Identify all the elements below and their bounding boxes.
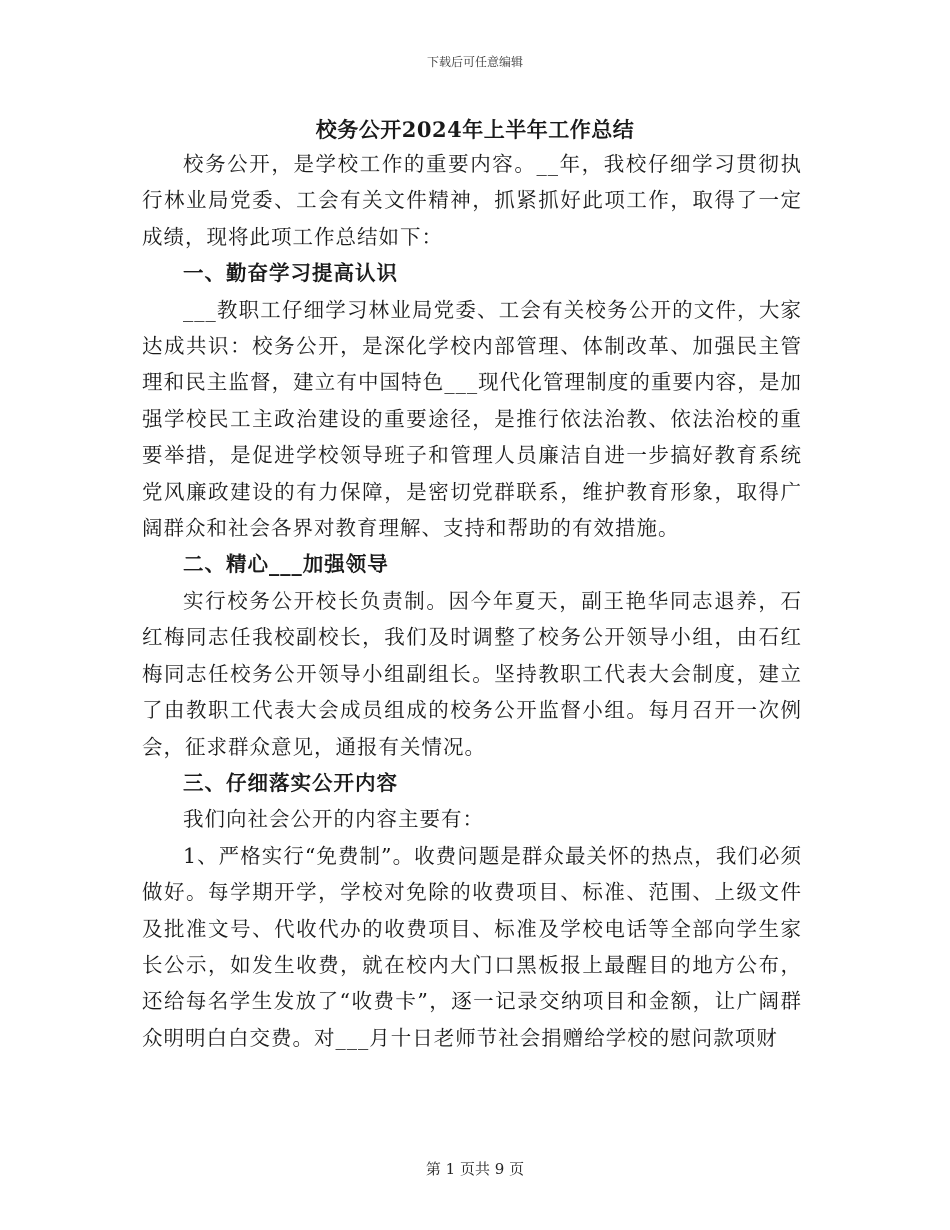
section3-heading: 三、仔细落实公开内容	[183, 770, 398, 795]
section3-intro: 我们向社会公开的内容主要有：	[183, 807, 484, 832]
section1-paragraph: ___教职工仔细学习林业局党委、工会有关校务公开的文件，大家达成共识：校务公开，是深化学校内部管理、体制改革、加强民主管理和民主监督，建立有中国特色___现代化管理制度的重要内容，是加强学校民工主政治建设的重要途径，是推行依法治教、依法治校的重要举措，是促进学校领导班子和管理人员廉洁自进一步搞好教育系统党风廉政建设的有力保障，是密切党群联系，维护教育形象，取得广阔群众和社会各界对教育理解、支持和帮助的有效措施。	[142, 297, 802, 541]
section2-heading: 二、精心___加强领导	[183, 552, 389, 577]
section3-item1: 1、严格实行“免费制”。收费问题是群众最关怀的热点，我们必须做好。每学期开学，学校对免除的收费项目、标准、范围、上级文件及批准文号、代收代办的收费项目、标准及学校电话等全部向学生家长公示，如发生收费，就在校内大门口黑板报上最醒目的地方公布，还给每名学生发放了“收费卡”，逐一记录交纳项目和金额，让广阔群众明明白白交费。对___月十日老师节社会捐赠给学校的慰问款项财	[142, 843, 802, 1050]
section2-paragraph: 实行校务公开校长负责制。因今年夏天，副王艳华同志退养，石红梅同志任我校副校长，我们及时调整了校务公开领导小组，由石红梅同志任校务公开领导小组副组长。坚持教职工代表大会制度，建立了由教职工代表大会成员组成的校务公开监督小组。每月召开一次例会，征求群众意见，通报有关情况。	[142, 588, 802, 759]
document-body	[142, 146, 802, 1056]
section1-heading: 一、勤奋学习提高认识	[183, 261, 398, 286]
page-header: 下载后可任意编辑	[426, 55, 523, 69]
intro-paragraph: 校务公开，是学校工作的重要内容。__年，我校仔细学习贯彻执行林业局党委、工会有关文件精神，抓紧抓好此项工作，取得了一定成绩，现将此项工作总结如下：	[142, 152, 802, 249]
page-footer: 第 1 页共 9 页	[425, 1160, 525, 1178]
document-title: 校务公开2024年上半年工作总结	[315, 117, 635, 142]
